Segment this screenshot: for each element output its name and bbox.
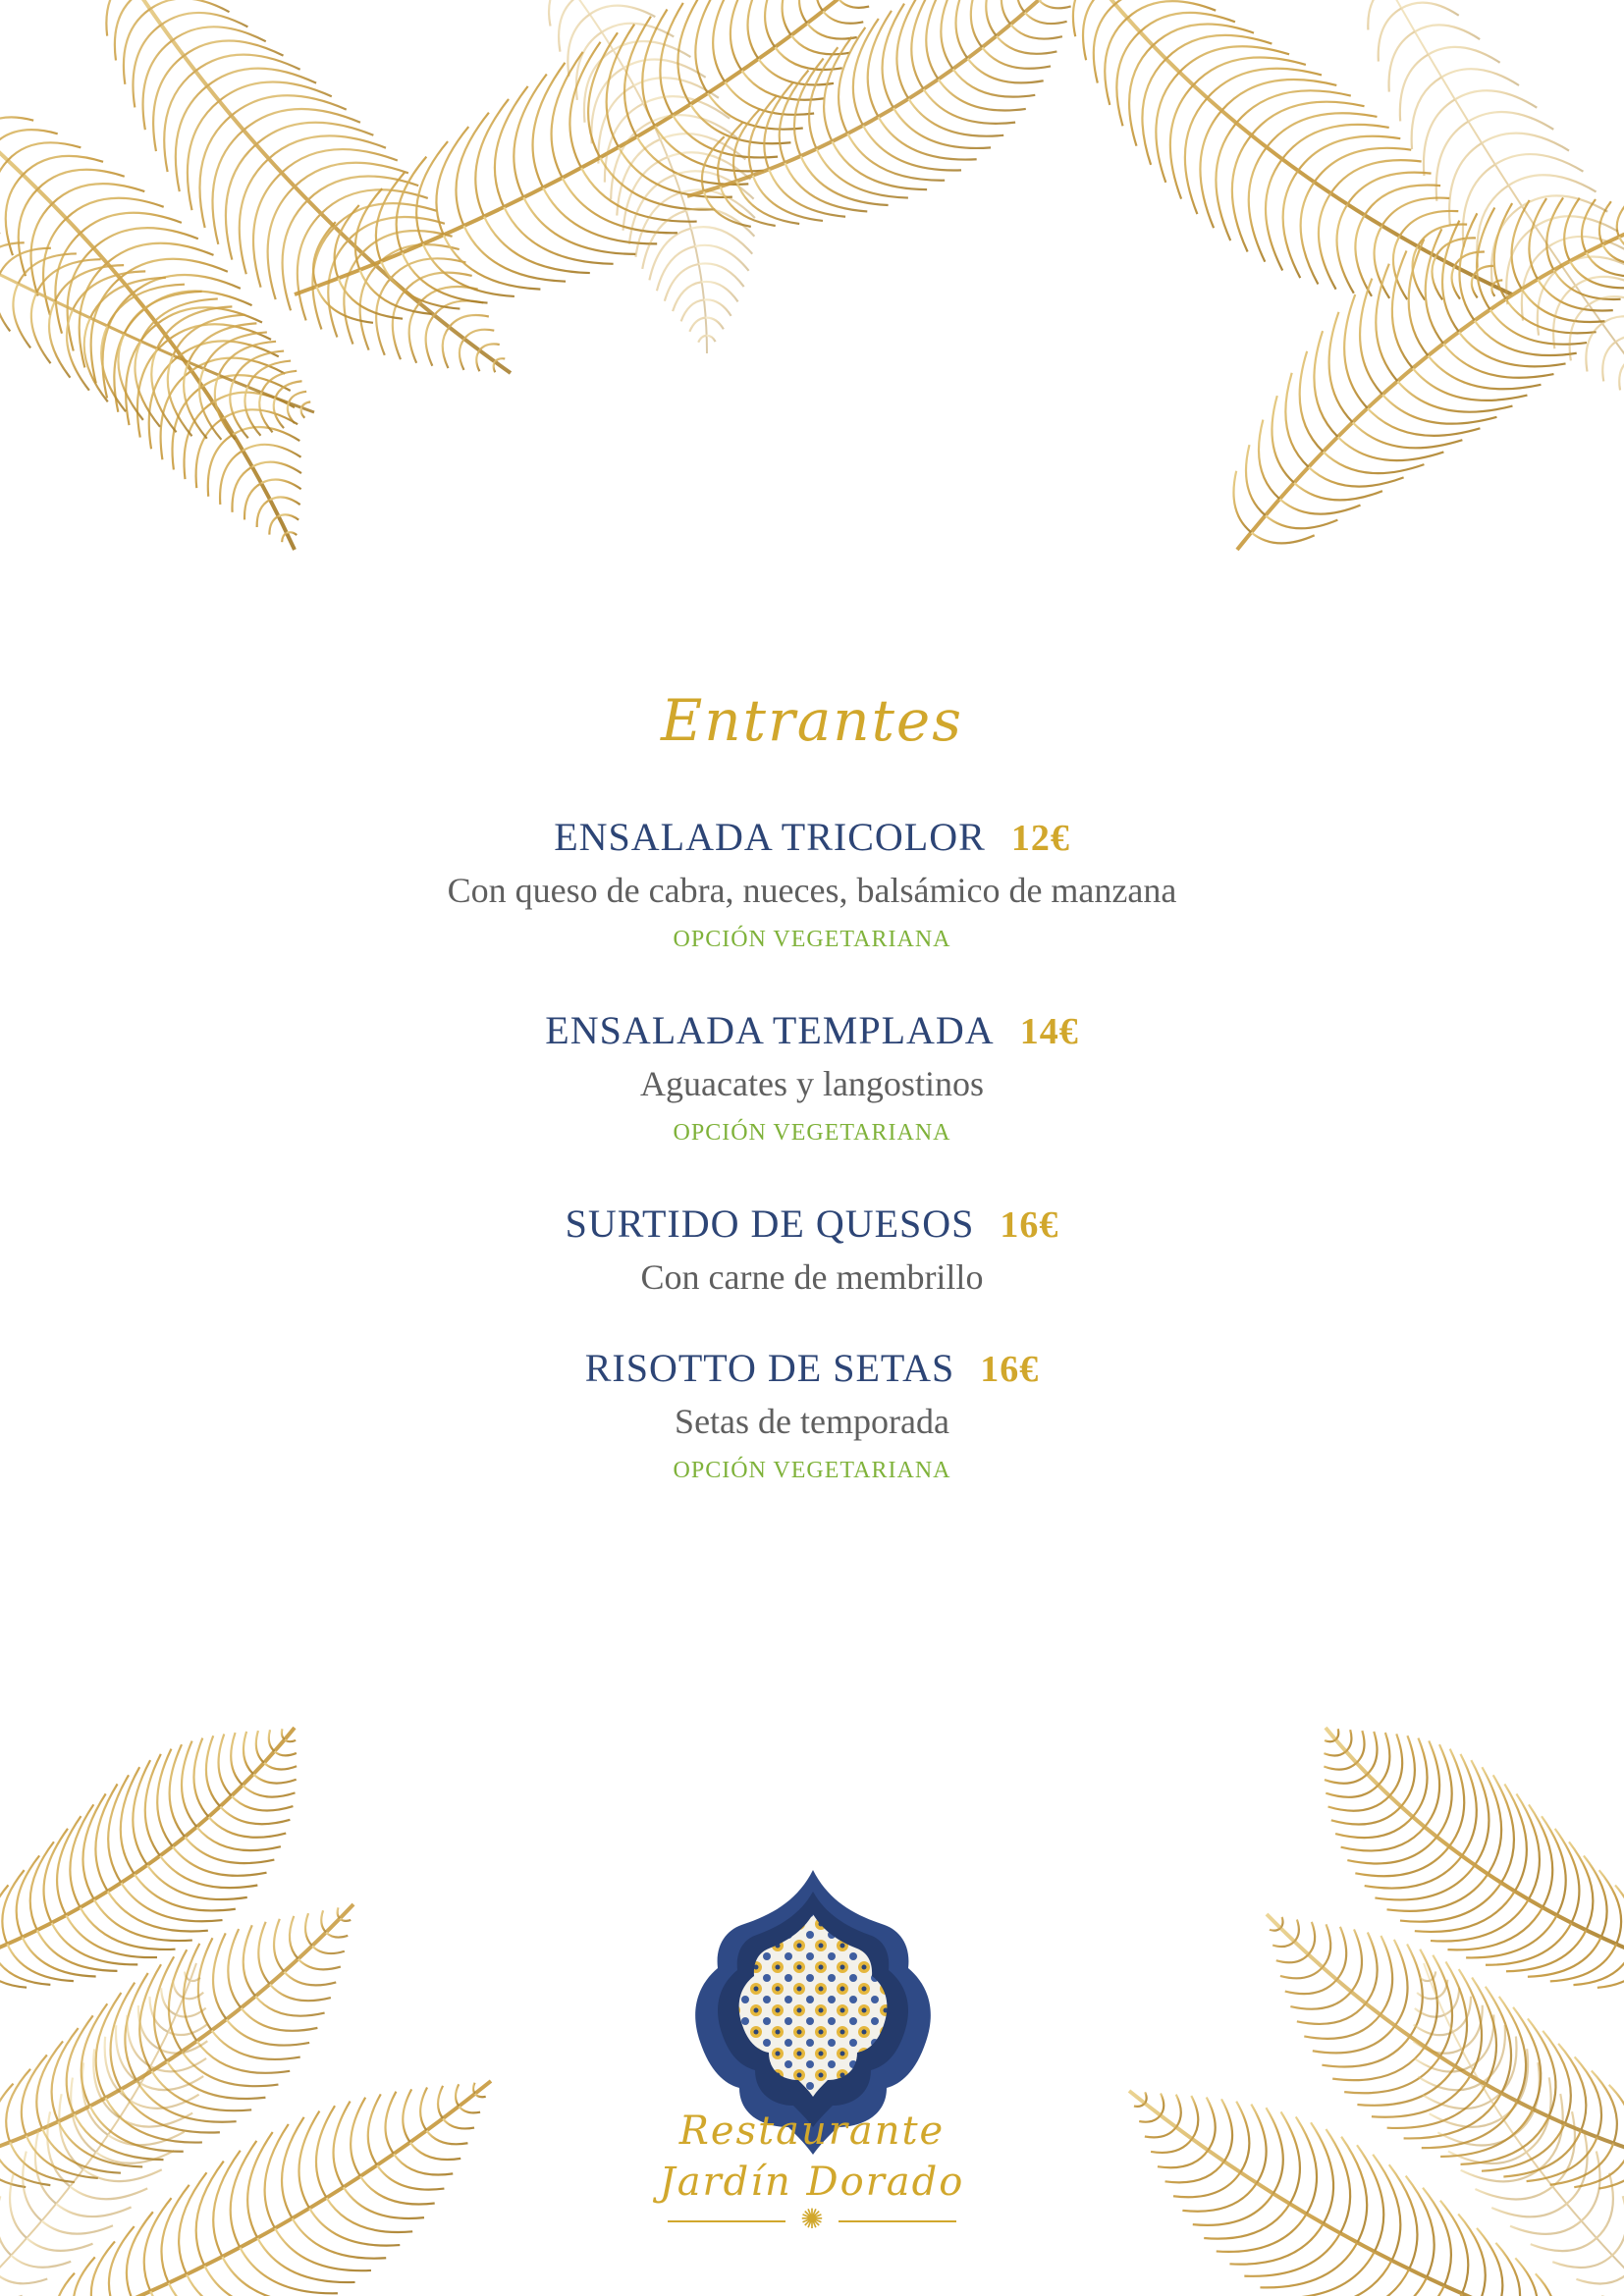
menu-item: [0, 810, 1624, 964]
menu-item: [0, 1341, 1624, 1495]
menu-list: [0, 810, 1624, 1534]
item-name: ENSALADA TRICOLOR: [554, 815, 986, 859]
item-price: 16€: [980, 1349, 1040, 1390]
item-description: Setas de temporada: [675, 1402, 949, 1441]
item-description: Aguacates y langostinos: [640, 1064, 984, 1103]
palm-frond: [1073, 0, 1512, 300]
palm-frond: [1233, 197, 1624, 550]
palm-frond: [0, 242, 314, 440]
palm-frond: [1324, 1728, 1624, 1988]
palm-frond: [0, 117, 301, 550]
item-name: ENSALADA TEMPLADA: [545, 1008, 995, 1052]
item-description: Con queso de cabra, nueces, balsámico de manzana: [447, 871, 1177, 910]
menu-item: [0, 1197, 1624, 1302]
item-name: SURTIDO DE QUESOS: [565, 1201, 975, 1246]
logo-text-line2: Jardín Dorado: [659, 2160, 965, 2205]
item-description: Con carne de membrillo: [640, 1257, 984, 1297]
vegetarian-tag: OPCIÓN VEGETARIANA: [673, 927, 951, 952]
sun-ornament-icon: ✺: [800, 2205, 824, 2235]
item-price: 16€: [1000, 1204, 1059, 1246]
logo-divider-right: [839, 2220, 956, 2222]
item-name: RISOTTO DE SETAS: [584, 1346, 955, 1390]
section-title: Entrantes: [660, 687, 964, 754]
palm-frond: [1368, 0, 1624, 412]
item-price: 14€: [1019, 1011, 1079, 1052]
palm-frond: [687, 0, 1080, 227]
palm-frond: [0, 1728, 297, 1988]
vegetarian-tag: OPCIÓN VEGETARIANA: [673, 1120, 951, 1146]
palm-frond: [106, 0, 511, 373]
palm-frond: [549, 0, 755, 353]
logo-text-line1: Restaurante: [678, 2109, 946, 2154]
vegetarian-tag: OPCIÓN VEGETARIANA: [673, 1458, 951, 1483]
logo-divider-left: [668, 2220, 785, 2222]
item-price: 12€: [1010, 818, 1070, 859]
palm-frond: [295, 0, 884, 323]
menu-item: [0, 1003, 1624, 1157]
